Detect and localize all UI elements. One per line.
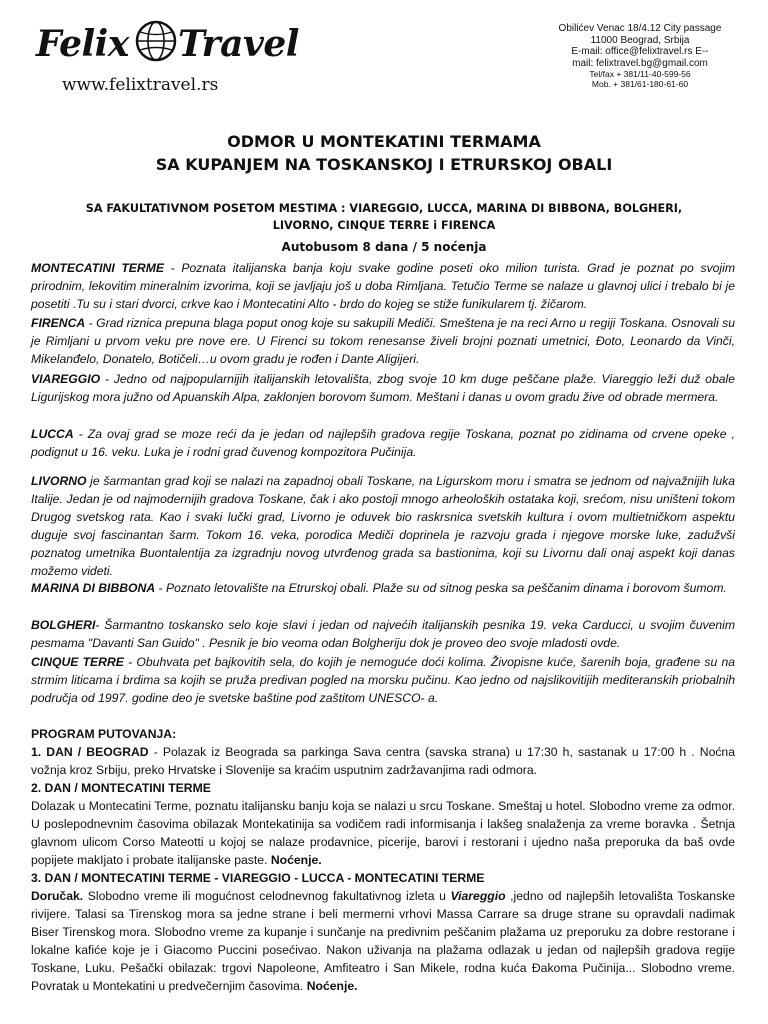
place-name: FIRENCA: [31, 316, 86, 330]
website-url: www.felixtravel.rs: [62, 75, 219, 95]
place-text: - Šarmantno toskansko selo koje slavi i jedan od najvećih italijanskih pesnika 19. veka Carducci, u svojim čuvenim pesmama "Davanti San Guido" . Pesnik je bio veoma odan Bolgheriju dok je proveo deo svoje mladosti ovde.: [31, 618, 735, 650]
program-heading: PROGRAM PUTOVANJA:: [31, 727, 177, 741]
contact-phone: Tel/fax + 381/11-40-599-56: [589, 69, 691, 79]
travel-program: [31, 725, 735, 995]
place-cinque-terre: [31, 653, 735, 707]
place-name: CINQUE TERRE: [31, 655, 124, 669]
contact-address: Obilićev Venac 18/4.12 City passage: [558, 23, 722, 34]
subtitle-line-2: LIVORNO, CINQUE TERRE i FIRENCA: [272, 219, 496, 232]
program-day-3: [31, 887, 735, 995]
day-text: - Polazak iz Beograda sa parkinga Sava centra (savska strana) u 17:30 h, sastanak u 17:00 h . Noćna vožnja kroz Srbiju, preko Hrvatske i Slovenije sa kraćim usputnim zadržavanjima radi odmora.: [31, 745, 735, 777]
place-marina-di-bibbona: [31, 579, 735, 597]
place-name: MONTECATINI TERME: [31, 261, 165, 275]
place-name: LIVORNO: [31, 474, 87, 488]
subtitle-line-1: SA FAKULTATIVNOM POSETOM MESTIMA : VIAREGGIO, LUCCA, MARINA DI BIBBONA, BOLGHERI,: [85, 202, 683, 215]
contact-email-2: mail: felixtravel.bg@gmail.com: [572, 57, 708, 69]
day-title: 1. DAN / BEOGRAD: [31, 745, 149, 759]
place-text: - Grad riznica prepuna blaga poput onog koje su sakupili Mediči. Smeštena je na reci Arno u regiji Toskana. Osnovali su je Rimljani u prvom veku pre nove ere. U Firenci su tokom renesanse živeli brojni poznati umetnici, Đoto, Leonardo da Vinči, Mikelanđelo, Donatelo, Botičeli…u ovom gradu je rođen i Dante Aligijeri.: [31, 316, 735, 366]
contact-city: 11000 Beograd, Srbija: [590, 34, 690, 46]
place-bolgheri: [31, 616, 735, 652]
day-end: Noćenje.: [270, 853, 322, 867]
place-lucca: [31, 425, 735, 461]
contact-block: [520, 23, 760, 89]
globe-icon: [134, 19, 178, 63]
logo-felix: Felix: [36, 23, 129, 65]
day-text: Slobodno vreme ili mogućnost celodnevnog fakultativnog izleta u: [83, 889, 451, 903]
day-place: Viareggio: [450, 889, 506, 903]
day-start: Doručak.: [31, 889, 84, 903]
place-name: BOLGHERI: [31, 618, 96, 632]
place-name: VIAREGGIO: [31, 372, 101, 386]
place-text: - Obuhvata pet bajkovitih sela, do kojih je nemoguće doći kolima. Živopisne kuće, šarenih boja, građene su na strmim liticama i brdima sa kojih se pruža predivan pogled na morsku pučinu. Kao jedno od najslikovitijih mediteranskih priobalnih područja od 1997. godine deo je svetske baštine pod zaštitom UNESCO- a.: [31, 655, 735, 705]
day-end: Noćenje.: [306, 979, 358, 993]
place-viareggio: [31, 370, 735, 406]
transport-info: Autobusom 8 dana / 5 noćenja: [281, 240, 487, 254]
place-montecatini: [31, 259, 735, 313]
document-title: [0, 130, 768, 176]
felix-travel-logo: [36, 16, 299, 76]
place-text: - Poznata italijanska banja koju svake godine poseti oko milion turista. Grad je poznat po svojim prirodnim, lekovitim mineralnim izvorima, koji se javljaju još u doba Rimljana. Tetučio Terme se nalaze u glavnoj ulici i trebalo bi je posetiti .Tu su i stari dvorci, crkve kao i Montecatini Alto - brdo do kojeg se stiže funikularem tj. žičarom.: [31, 261, 736, 311]
place-text: - Poznato letovalište na Etrurskoj obali. Plaže su od sitnog peska sa peščanim dinama i borovom šumom.: [155, 581, 727, 595]
contact-email-1: E-mail: office@felixtravel.rs E--: [571, 46, 709, 57]
program-day-3-title: 3. DAN / MONTECATINI TERME - VIAREGGIO - LUCCA - MONTECATINI TERME: [31, 871, 485, 885]
title-line-1: ODMOR U MONTEKATINI TERMAMA: [227, 132, 541, 151]
logo-travel: Travel: [178, 23, 299, 65]
place-firenca: [31, 314, 735, 368]
place-text: je šarmantan grad koji se nalazi na zapadnoj obali Toskane, na Ligurskom moru i smatra se jednom od najvažnijih luka Italije. Jedan je od najmodernijih gradova Toskane, čak i ako postoji mnogo arheoloških ostataka koji, srećom, nisu uništeni tokom Drugog svetskog rata. Kao i svaki lučki grad, Livorno je oduvek bio raskrsnica svetskih kultura i ovom multietničkom aspektu duguje svoj fascinantan šarm. Tokom 16. veka, porodica Mediči doprinela je razvoju grada i njegove morske luke, zadužvši poznatog umetnika Buontalentija za izgradnju novog utvrđenog grada sa bastionima, koji su Livornu dali onaj aspekt koji danas možemo videti.: [31, 474, 735, 578]
place-name: LUCCA: [31, 427, 74, 441]
contact-mobile: Mob. + 381/61-180-61-60: [591, 79, 689, 89]
place-text: - Za ovaj grad se moze reći da je jedan od najlepših gradova regije Toskana, poznat po zidinama od crvene opeke , podignut u 16. veku. Luka je i rodni grad čuvenog kompozitora Pučinija.: [31, 427, 735, 459]
place-livorno: [31, 472, 735, 580]
place-name: MARINA DI BIBBONA: [31, 581, 156, 595]
program-day-2: [31, 797, 735, 869]
place-text: - Jedno od najpopularnijih italijanskih letovališta, zbog svoje 10 km duge peščane plaže. Viareggio leži duž obale Ligurijskog mora južno od Apuanskih Alpa, zaklonjen borovom šumom. Meštani i danas u ovom gradu žive od obrade mermera.: [31, 372, 735, 404]
day-text: Dolazak u Montecatini Terme, poznatu italijansku banju koja se nalazi u srcu Toskane. Smeštaj u hotel. Slobodno vreme za odmor. U poslepodnevnim časovima obilazak Montekatinija sa vodičem radi informisanja i lakšeg snalaženja za vreme boravka . Šetnja glavnom ulicom Corso Mateotti u kojoj se nalaze prodavnice, picerije, barovi i restorani i ujedno naša preporuka da baš ovde popijete makIjato i probate italijanske paste.: [31, 799, 735, 867]
day-text-2: ,jedno od najlepših letovališta Toskanske rivijere. Talasi sa Tirenskog mora sa jedne strane i beli mermerni vrhovi Massa Carrare sa druge strane su opravdali nadimak Biser Tirenskog mora. Slobodno vreme za kupanje i sunčanje na predivnim peščanim plažama uz preporuku za dobre restorane i lokalne kafiće koje je i Giacomo Puccini posećivao. Nakon uživanja na plažama odlazak u jedan od najlepših gradova regije Toskane, Luku. Pešački obilazak: trgovi Napoleone, Amfiteatro i San Mikele, rodna kuća Đakoma Pučinija... Slobodno vreme. Povratak u Montekatini u predvečernjim časovima.: [31, 889, 735, 993]
document-subtitle: [40, 200, 728, 234]
program-day-1: [31, 743, 735, 779]
title-line-2: SA KUPANJEM NA TOSKANSKOJ I ETRURSKOJ OBALI: [155, 155, 613, 174]
program-day-2-title: 2. DAN / MONTECATINI TERME: [31, 781, 211, 795]
